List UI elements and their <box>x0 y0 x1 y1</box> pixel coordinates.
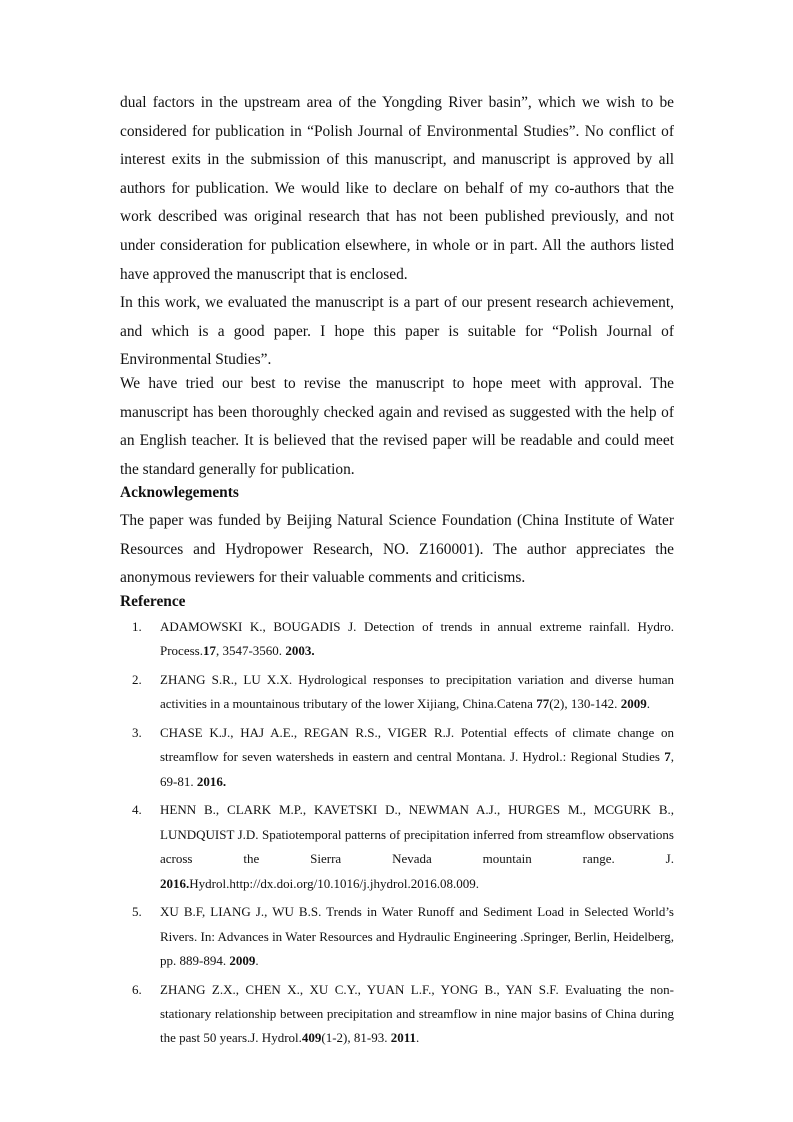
reference-year: 2016. <box>160 875 190 891</box>
reference-pages: (1-2), 81-93. <box>321 1030 391 1046</box>
reference-text: HENN B., CLARK M.P., KAVETSKI D., NEWMAN A.J., HURGES M., MCGURK B., LUNDQUIST J.D. Spatiotemporal patterns of precipitation inferred from streamflow observations across the Sierra Nevada mountain range. J. <box>160 802 674 867</box>
reference-pages: (2), 130-142. <box>549 696 621 712</box>
body-paragraph-2: In this work, we evaluated the manuscript is a part of our present research achievement, and which is a good paper. I hope this paper is suitable for “Polish Journal of Environmental Studies”. <box>120 294 674 369</box>
acknowledgements-heading: Acknowlegements <box>120 484 239 501</box>
reference-text: ZHANG S.R., LU X.X. Hydrological responses to precipitation variation and diverse human activities in a mountainous tributary of the lower Xijiang, China.Catena <box>160 672 674 712</box>
reference-number: 4. <box>132 802 142 818</box>
reference-list <box>120 615 674 1055</box>
reference-item <box>120 798 674 896</box>
reference-year: 2009 <box>620 696 647 712</box>
reference-text: ZHANG Z.X., CHEN X., XU C.Y., YUAN L.F., YONG B., YAN S.F. Evaluating the non-stationary relationship between precipitation and streamflow in nine major basins of China during the past 50 years.J. Hydrol. <box>160 981 674 1046</box>
reference-text: ADAMOWSKI K., BOUGADIS J. Detection of trends in annual extreme rainfall. Hydro. Process. <box>160 619 674 659</box>
reference-text: XU B.F, LIANG J., WU B.S. Trends in Water Runoff and Sediment Load in Selected World’s Rivers. In: Advances in Water Resources and Hydraulic Engineering .Springer, Berlin, Heidelberg, pp. 889-894. <box>160 904 674 969</box>
reference-suffix: Hydrol.http://dx.doi.org/10.1016/j.jhydrol.2016.08.009. <box>189 875 479 891</box>
acknowledgements-paragraph: The paper was funded by Beijing Natural Science Foundation (China Institute of Water Resources and Hydropower Research, NO. Z160001). The author appreciates the anonymous reviewers for their valuable comments and criticisms. <box>120 512 674 587</box>
reference-item <box>120 900 674 973</box>
reference-item <box>120 978 674 1051</box>
reference-volume: 17 <box>202 643 216 659</box>
body-paragraph-3: We have tried our best to revise the manuscript to hope meet with approval. The manuscript has been thoroughly checked again and revised as suggested with the help of an English teacher. It is believed that the revised paper will be readable and could meet the standard generally for publication. <box>120 375 674 478</box>
reference-number: 6. <box>132 981 142 997</box>
reference-text: CHASE K.J., HAJ A.E., REGAN R.S., VIGER R.J. Potential effects of climate change on streamflow for seven watersheds in eastern and central Montana. J. Hydrol.: Regional Studies <box>160 725 674 765</box>
reference-item <box>120 668 674 717</box>
reference-number: 2. <box>132 672 142 687</box>
reference-year: 2009 <box>229 953 256 969</box>
reference-pages: , 69-81. <box>160 749 674 789</box>
reference-volume: 409 <box>301 1030 322 1046</box>
references-heading: Reference <box>120 593 186 610</box>
reference-volume: 7 <box>664 749 671 765</box>
reference-number: 1. <box>132 619 142 634</box>
reference-suffix: . <box>646 696 650 712</box>
reference-year: 2016. <box>196 773 227 789</box>
body-paragraph-1: dual factors in the upstream area of the Yongding River basin”, which we wish to be considered for publication in “Polish Journal of Environmental Studies”. No conflict of interest exits in the submission of this manuscript, and manuscript is approved by all authors for publication. We would like to declare on behalf of my co-authors that the work described was original research that has not been published previously, and not under consideration for publication elsewhere, in whole or in part. All the authors listed have approved the manuscript that is enclosed. <box>120 94 674 283</box>
reference-volume: 77 <box>536 696 550 712</box>
reference-item <box>120 615 674 664</box>
reference-item <box>120 721 674 794</box>
reference-year: 2003. <box>285 643 315 659</box>
reference-number: 3. <box>132 725 142 740</box>
reference-suffix: . <box>255 953 259 969</box>
reference-number: 5. <box>132 904 142 920</box>
reference-year: 2011 <box>390 1030 417 1046</box>
reference-pages: , 3547-3560. <box>215 643 286 659</box>
reference-suffix: . <box>416 1030 420 1046</box>
